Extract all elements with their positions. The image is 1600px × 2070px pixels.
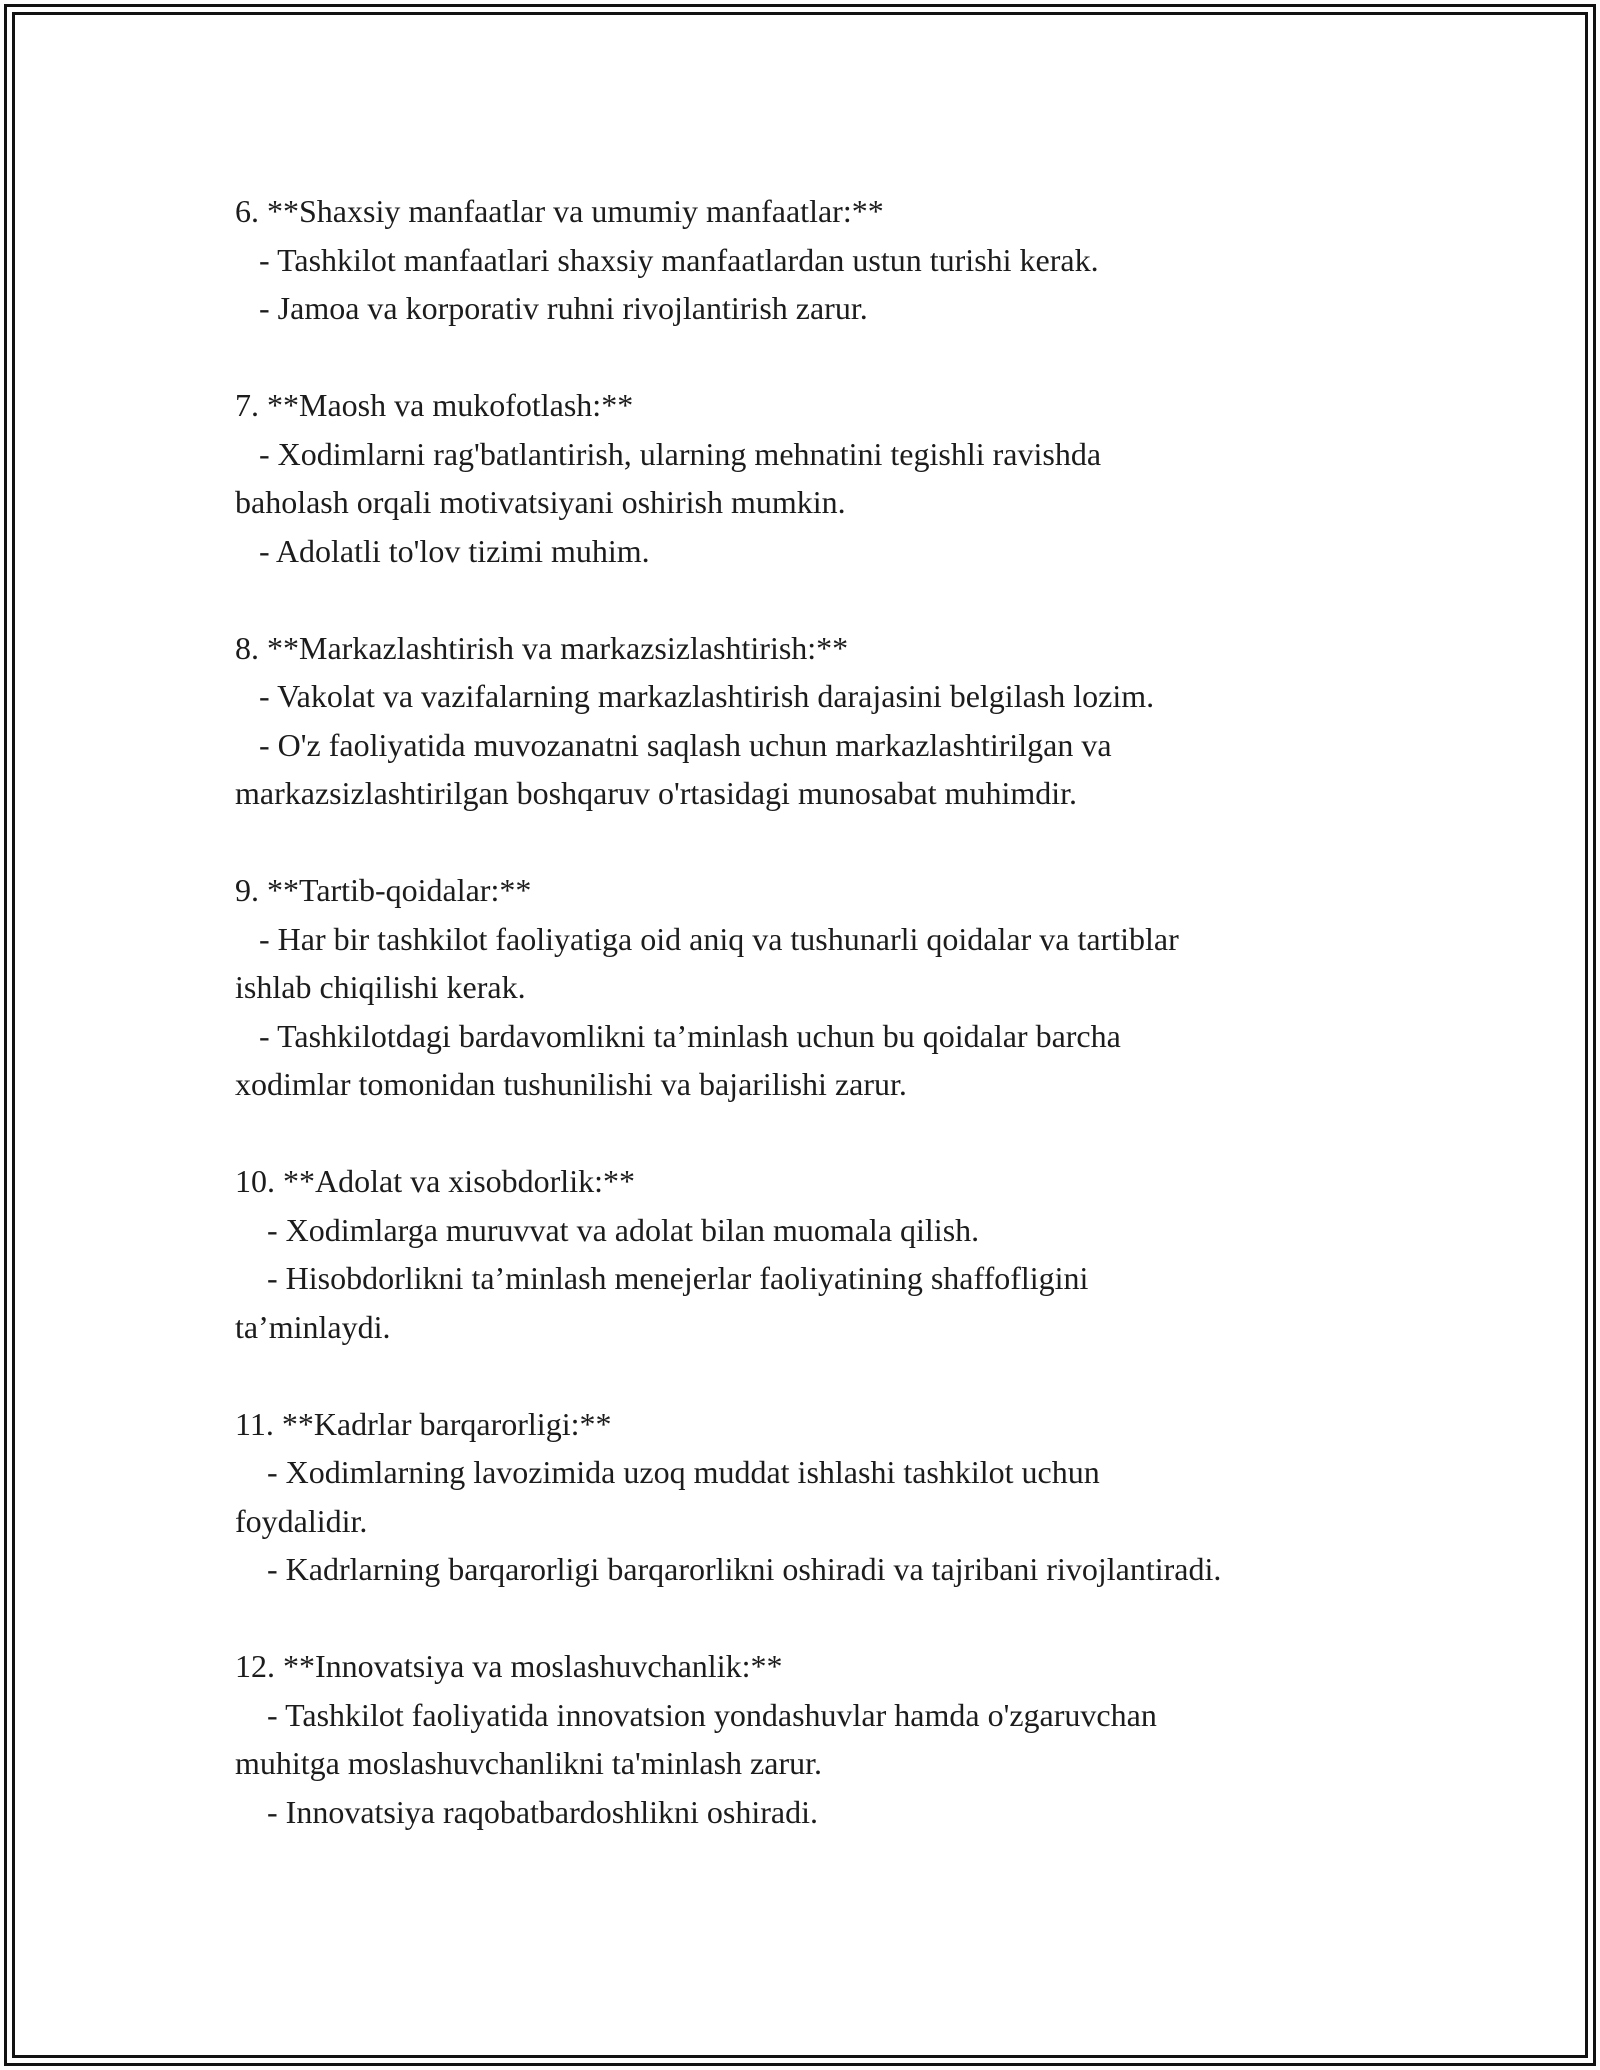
section-heading: 9. **Tartib-qoidalar:**: [235, 872, 532, 908]
text-line: - Vakolat va vazifalarning markazlashtirish darajasini belgilash lozim.: [235, 678, 1155, 714]
text-line: - Xodimlarni rag'batlantirish, ularning mehnatini tegishli ravishda: [235, 435, 1102, 472]
section-spacer: [235, 333, 1485, 382]
text-line: - Kadrlarning barqarorligi barqarorlikni oshiradi va tajribani rivojlantiradi.: [235, 1551, 1222, 1587]
text-line: - Har bir tashkilot faoliyatiga oid aniq va tushunarli qoidalar va tartiblar: [235, 920, 1179, 957]
section-heading: 7. **Maosh va mukofotlash:**: [235, 387, 634, 423]
text-line: - Innovatsiya raqobatbardoshlikni oshiradi.: [235, 1793, 818, 1830]
section-heading: 11. **Kadrlar barqarorligi:**: [235, 1405, 612, 1442]
text-line: xodimlar tomonidan tushunilishi va bajarilishi zarur.: [235, 1066, 907, 1102]
text-line: - Tashkilot faoliyatida innovatsion yondashuvlar hamda o'zgaruvchan: [235, 1696, 1157, 1733]
section-heading: 8. **Markazlashtirish va markazsizlashtirish:**: [235, 629, 849, 666]
text-line: - Xodimlarga muruvvat va adolat bilan muomala qilish.: [235, 1211, 980, 1248]
section-heading: 10. **Adolat va xisobdorlik:**: [235, 1163, 635, 1199]
section-spacer: [235, 1594, 1485, 1643]
section-spacer: [235, 1109, 1485, 1158]
section-heading: 12. **Innovatsiya va moslashuvchanlik:**: [235, 1648, 783, 1684]
section-heading: 6. **Shaxsiy manfaatlar va umumiy manfaatlar:**: [235, 193, 884, 229]
section-10: [235, 1157, 1485, 1351]
text-line: - Tashkilot manfaatlari shaxsiy manfaatlardan ustun turishi kerak.: [235, 241, 1099, 278]
text-line: muhitga moslashuvchanlikni ta'minlash zarur.: [235, 1745, 822, 1781]
text-line: - Adolatli to'lov tizimi muhim.: [235, 532, 650, 569]
text-line: - Xodimlarning lavozimida uzoq muddat ishlashi tashkilot uchun: [235, 1454, 1100, 1490]
text-line: foydalidir.: [235, 1502, 368, 1539]
text-line: - Jamoa va korporativ ruhni rivojlantirish zarur.: [235, 290, 868, 326]
section-spacer: [235, 1351, 1485, 1400]
section-7: [235, 381, 1485, 575]
section-6: [235, 187, 1485, 333]
text-line: - Hisobdorlikni ta’minlash menejerlar faoliyatining shaffofligini: [235, 1260, 1089, 1296]
text-line: markazsizlashtirilgan boshqaruv o'rtasidagi munosabat muhimdir.: [235, 775, 1078, 811]
text-line: baholash orqali motivatsiyani oshirish mumkin.: [235, 484, 846, 520]
section-8: [235, 624, 1485, 818]
text-line: ta’minlaydi.: [235, 1308, 391, 1345]
text-line: ishlab chiqilishi kerak.: [235, 969, 526, 1005]
section-11: [235, 1400, 1485, 1594]
section-spacer: [235, 575, 1485, 624]
section-spacer: [235, 818, 1485, 867]
section-9: [235, 866, 1485, 1109]
text-line: - O'z faoliyatida muvozanatni saqlash uchun markazlashtirilgan va: [235, 726, 1112, 763]
section-12: [235, 1642, 1485, 1836]
text-line: - Tashkilotdagi bardavomlikni ta’minlash uchun bu qoidalar barcha: [235, 1017, 1121, 1054]
document-body: [235, 187, 1485, 1836]
